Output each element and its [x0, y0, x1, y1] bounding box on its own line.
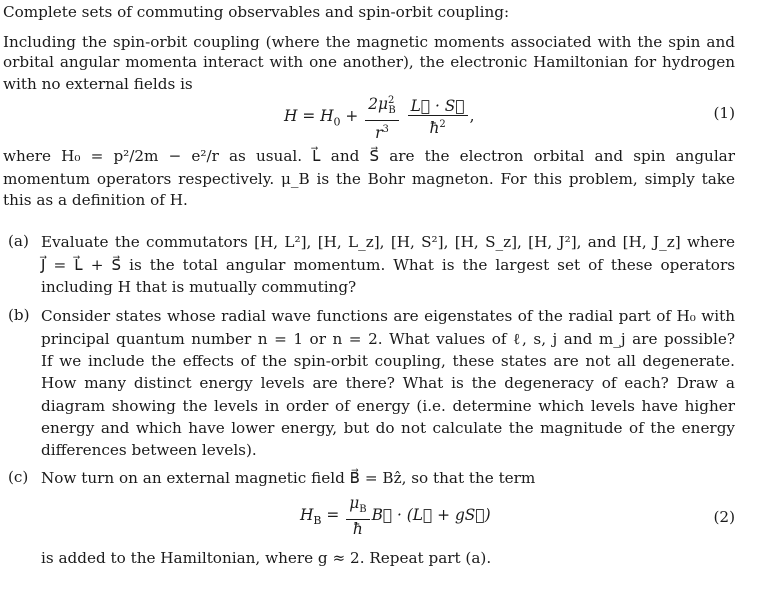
- eq1-den-sup: 3: [382, 124, 389, 136]
- intro-line-3: with no external fields is: [3, 75, 193, 93]
- part-b-label: (b): [8, 306, 30, 324]
- part-b-line-4: How many distinct energy levels are there? What is the degeneracy of each? Draw a: [41, 374, 735, 392]
- intro-line-2: orbital angular momenta interact with one another), the electronic Hamiltonian for hydrogen: [3, 53, 735, 71]
- eq1-plus: +: [340, 107, 364, 126]
- equation-1-number: (1): [713, 104, 735, 122]
- equation-2-number: (2): [713, 508, 735, 526]
- part-b-line-6: energy and which have lower energy, but do not calculate the magnitude of the energy: [41, 419, 735, 437]
- eq1-mu-sup: 2: [388, 95, 395, 106]
- part-c-line-1: Now turn on an external magnetic field B⃗ = Bẑ, so that the term: [41, 469, 536, 487]
- part-a-line-3: including H that is mutually commuting?: [41, 278, 357, 296]
- after-eq1-line-1: where H₀ = p²/2m − e²/r as usual. L⃗ and S⃗ are the electron orbital and spin angular: [3, 147, 735, 165]
- eq1-frac2-num: L⃗ · S⃗: [410, 97, 465, 116]
- part-b-line-3: If we include the effects of the spin-orbit coupling, these states are not all degenerate.: [41, 352, 735, 370]
- eq2-frac-den: ħ: [352, 520, 363, 539]
- after-eq1-line-2: momentum operators respectively. μ_B is the Bohr magneton. For this problem, simply take: [3, 170, 735, 188]
- eq2-equals: =: [321, 506, 345, 525]
- eq2-num-sub: B: [359, 504, 367, 516]
- part-c-line-2: is added to the Hamiltonian, where g ≈ 2. Repeat part (a).: [41, 549, 492, 567]
- eq1-frac2-den: ħ: [429, 119, 440, 138]
- eq1-h0-subscript: 0: [333, 115, 341, 129]
- equation-1: [284, 92, 474, 142]
- part-c-label: (c): [8, 468, 29, 486]
- eq2-lhs-subscript: B: [313, 514, 322, 528]
- eq2-lhs: H: [300, 506, 314, 525]
- eq1-fraction-1: [365, 92, 399, 142]
- part-a-label: (a): [8, 232, 29, 250]
- equation-2: [300, 494, 491, 538]
- part-a-line-2: J⃗ = L⃗ + S⃗ is the total angular momentum. What is the largest set of these operators: [41, 256, 735, 274]
- part-b-line-2: principal quantum number n = 1 or n = 2. What values of ℓ, s, j and m_j are possible?: [41, 330, 735, 348]
- problem-title: Complete sets of commuting observables and spin-orbit coupling:: [3, 3, 510, 21]
- part-b-line-5: diagram showing the levels in order of energy (i.e. determine which levels have higher: [41, 397, 735, 415]
- part-b-line-7: differences between levels).: [41, 441, 257, 459]
- part-a-line-1: Evaluate the commutators [H, L²], [H, L_z], [H, S²], [H, S_z], [H, J²], and [H, J_z] where: [41, 233, 735, 251]
- eq1-lhs: H = H: [284, 107, 334, 126]
- eq2-fraction: [346, 494, 369, 538]
- eq2-rhs: B⃗ · (L⃗ + gS⃗): [371, 506, 491, 525]
- eq2-frac-num: μ: [349, 494, 360, 512]
- eq1-frac1-num: 2μ: [368, 95, 389, 114]
- after-eq1-line-3: this as a definition of H.: [3, 191, 188, 209]
- eq1-tail: ,: [469, 107, 475, 126]
- part-b-line-1: Consider states whose radial wave functions are eigenstates of the radial part of H₀ with: [41, 307, 735, 325]
- eq1-frac1-den: r: [375, 124, 383, 143]
- eq1-mu-sub: B: [388, 105, 396, 117]
- intro-line-1: Including the spin-orbit coupling (where the magnetic moments associated with the spin and: [3, 33, 735, 51]
- eq1-fraction-2: [408, 97, 468, 137]
- eq1-den2-sup: 2: [439, 119, 446, 131]
